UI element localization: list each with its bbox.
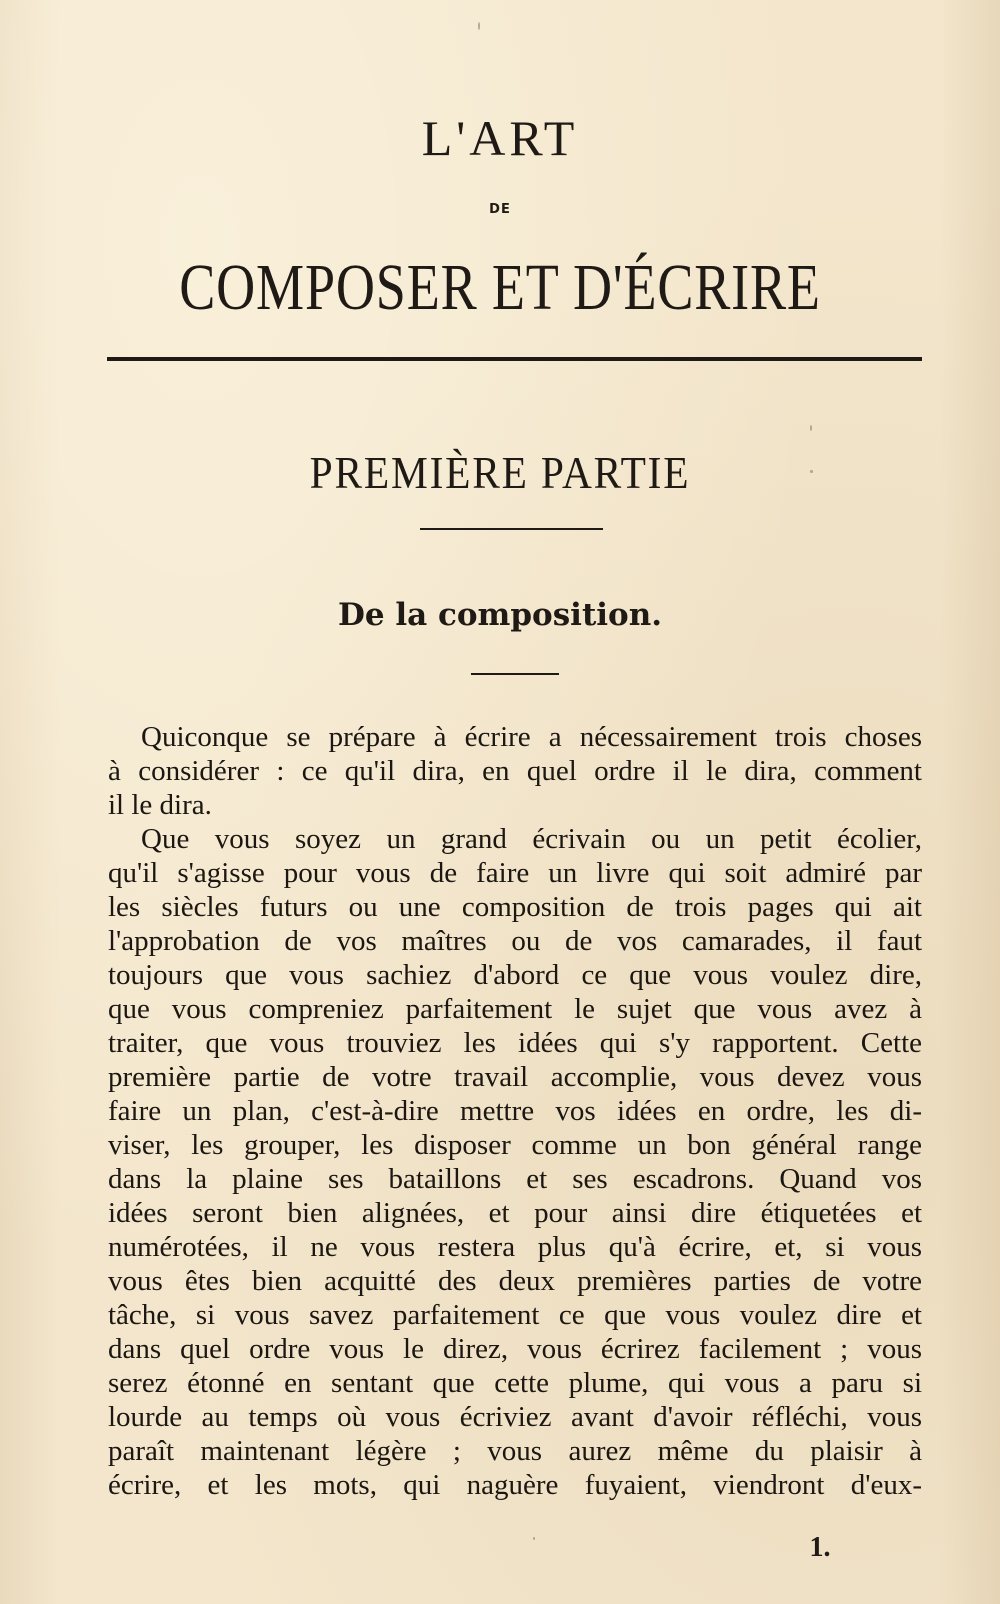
part-heading: PREMIÈRE PARTIE	[309, 447, 691, 498]
body-line: Que vous soyez un grand écrivain ou un petit écolier,	[141, 823, 922, 855]
body-line: les siècles futurs ou une composition de trois pages qui ait	[108, 891, 922, 923]
body-line: serez étonné en sentant que cette plume, qui vous a paru si	[108, 1367, 922, 1399]
body-line: viser, les grouper, les disposer comme un bon général range	[108, 1129, 922, 1161]
paper-speck	[810, 425, 812, 431]
body-line: faire un plan, c'est-à-dire mettre vos idées en ordre, les di-	[108, 1095, 922, 1127]
body-line: paraît maintenant légère ; vous aurez même du plaisir à	[108, 1435, 922, 1467]
body-line: tâche, si vous savez parfaitement ce que vous voulez dire et	[108, 1299, 922, 1331]
paper-speck	[533, 1537, 535, 1540]
body-line: toujours que vous sachiez d'abord ce que vous voulez dire,	[108, 959, 922, 991]
body-line: il le dira.	[108, 789, 212, 821]
paper-speck	[810, 470, 813, 473]
body-line: qu'il s'agisse pour vous de faire un livre qui soit admiré par	[108, 857, 922, 889]
book-title-main: L'ART	[421, 110, 579, 166]
book-title-connector: DE	[489, 202, 511, 217]
body-line: idées seront bien alignées, et pour ainsi dire étiquetées et	[108, 1197, 922, 1229]
page-number: 1.	[809, 1532, 831, 1563]
paper-speck	[478, 22, 480, 30]
body-line: l'approbation de vos maîtres ou de vos camarades, il faut	[108, 925, 922, 957]
body-line: lourde au temps où vous écriviez avant d'avoir réfléchi, vous	[108, 1401, 922, 1433]
body-line: traiter, que vous trouviez les idées qui s'y rapportent. Cette	[108, 1027, 922, 1059]
body-line: à considérer : ce qu'il dira, en quel ordre il le dira, comment	[108, 755, 922, 787]
title-divider-rule	[107, 357, 922, 361]
body-line: dans la plaine ses bataillons et ses escadrons. Quand vos	[108, 1163, 922, 1195]
section-heading: De la composition.	[337, 597, 663, 633]
body-line: numérotées, il ne vous restera plus qu'à écrire, et, si vous	[108, 1231, 922, 1263]
body-line: vous êtes bien acquitté des deux premières parties de votre	[108, 1265, 922, 1297]
body-line: que vous compreniez parfaitement le sujet que vous avez à	[108, 993, 922, 1025]
body-line: Quiconque se prépare à écrire a nécessairement trois choses	[141, 721, 922, 753]
part-divider-rule	[420, 528, 603, 530]
body-line: première partie de votre travail accomplie, vous devez vous	[108, 1061, 922, 1093]
body-line: écrire, et les mots, qui naguère fuyaient, viendront d'eux-	[108, 1469, 922, 1501]
book-title-sub: COMPOSER ET D'ÉCRIRE	[179, 251, 821, 324]
body-line: dans quel ordre vous le direz, vous écrirez facilement ; vous	[108, 1333, 922, 1365]
section-divider-rule	[471, 673, 559, 675]
